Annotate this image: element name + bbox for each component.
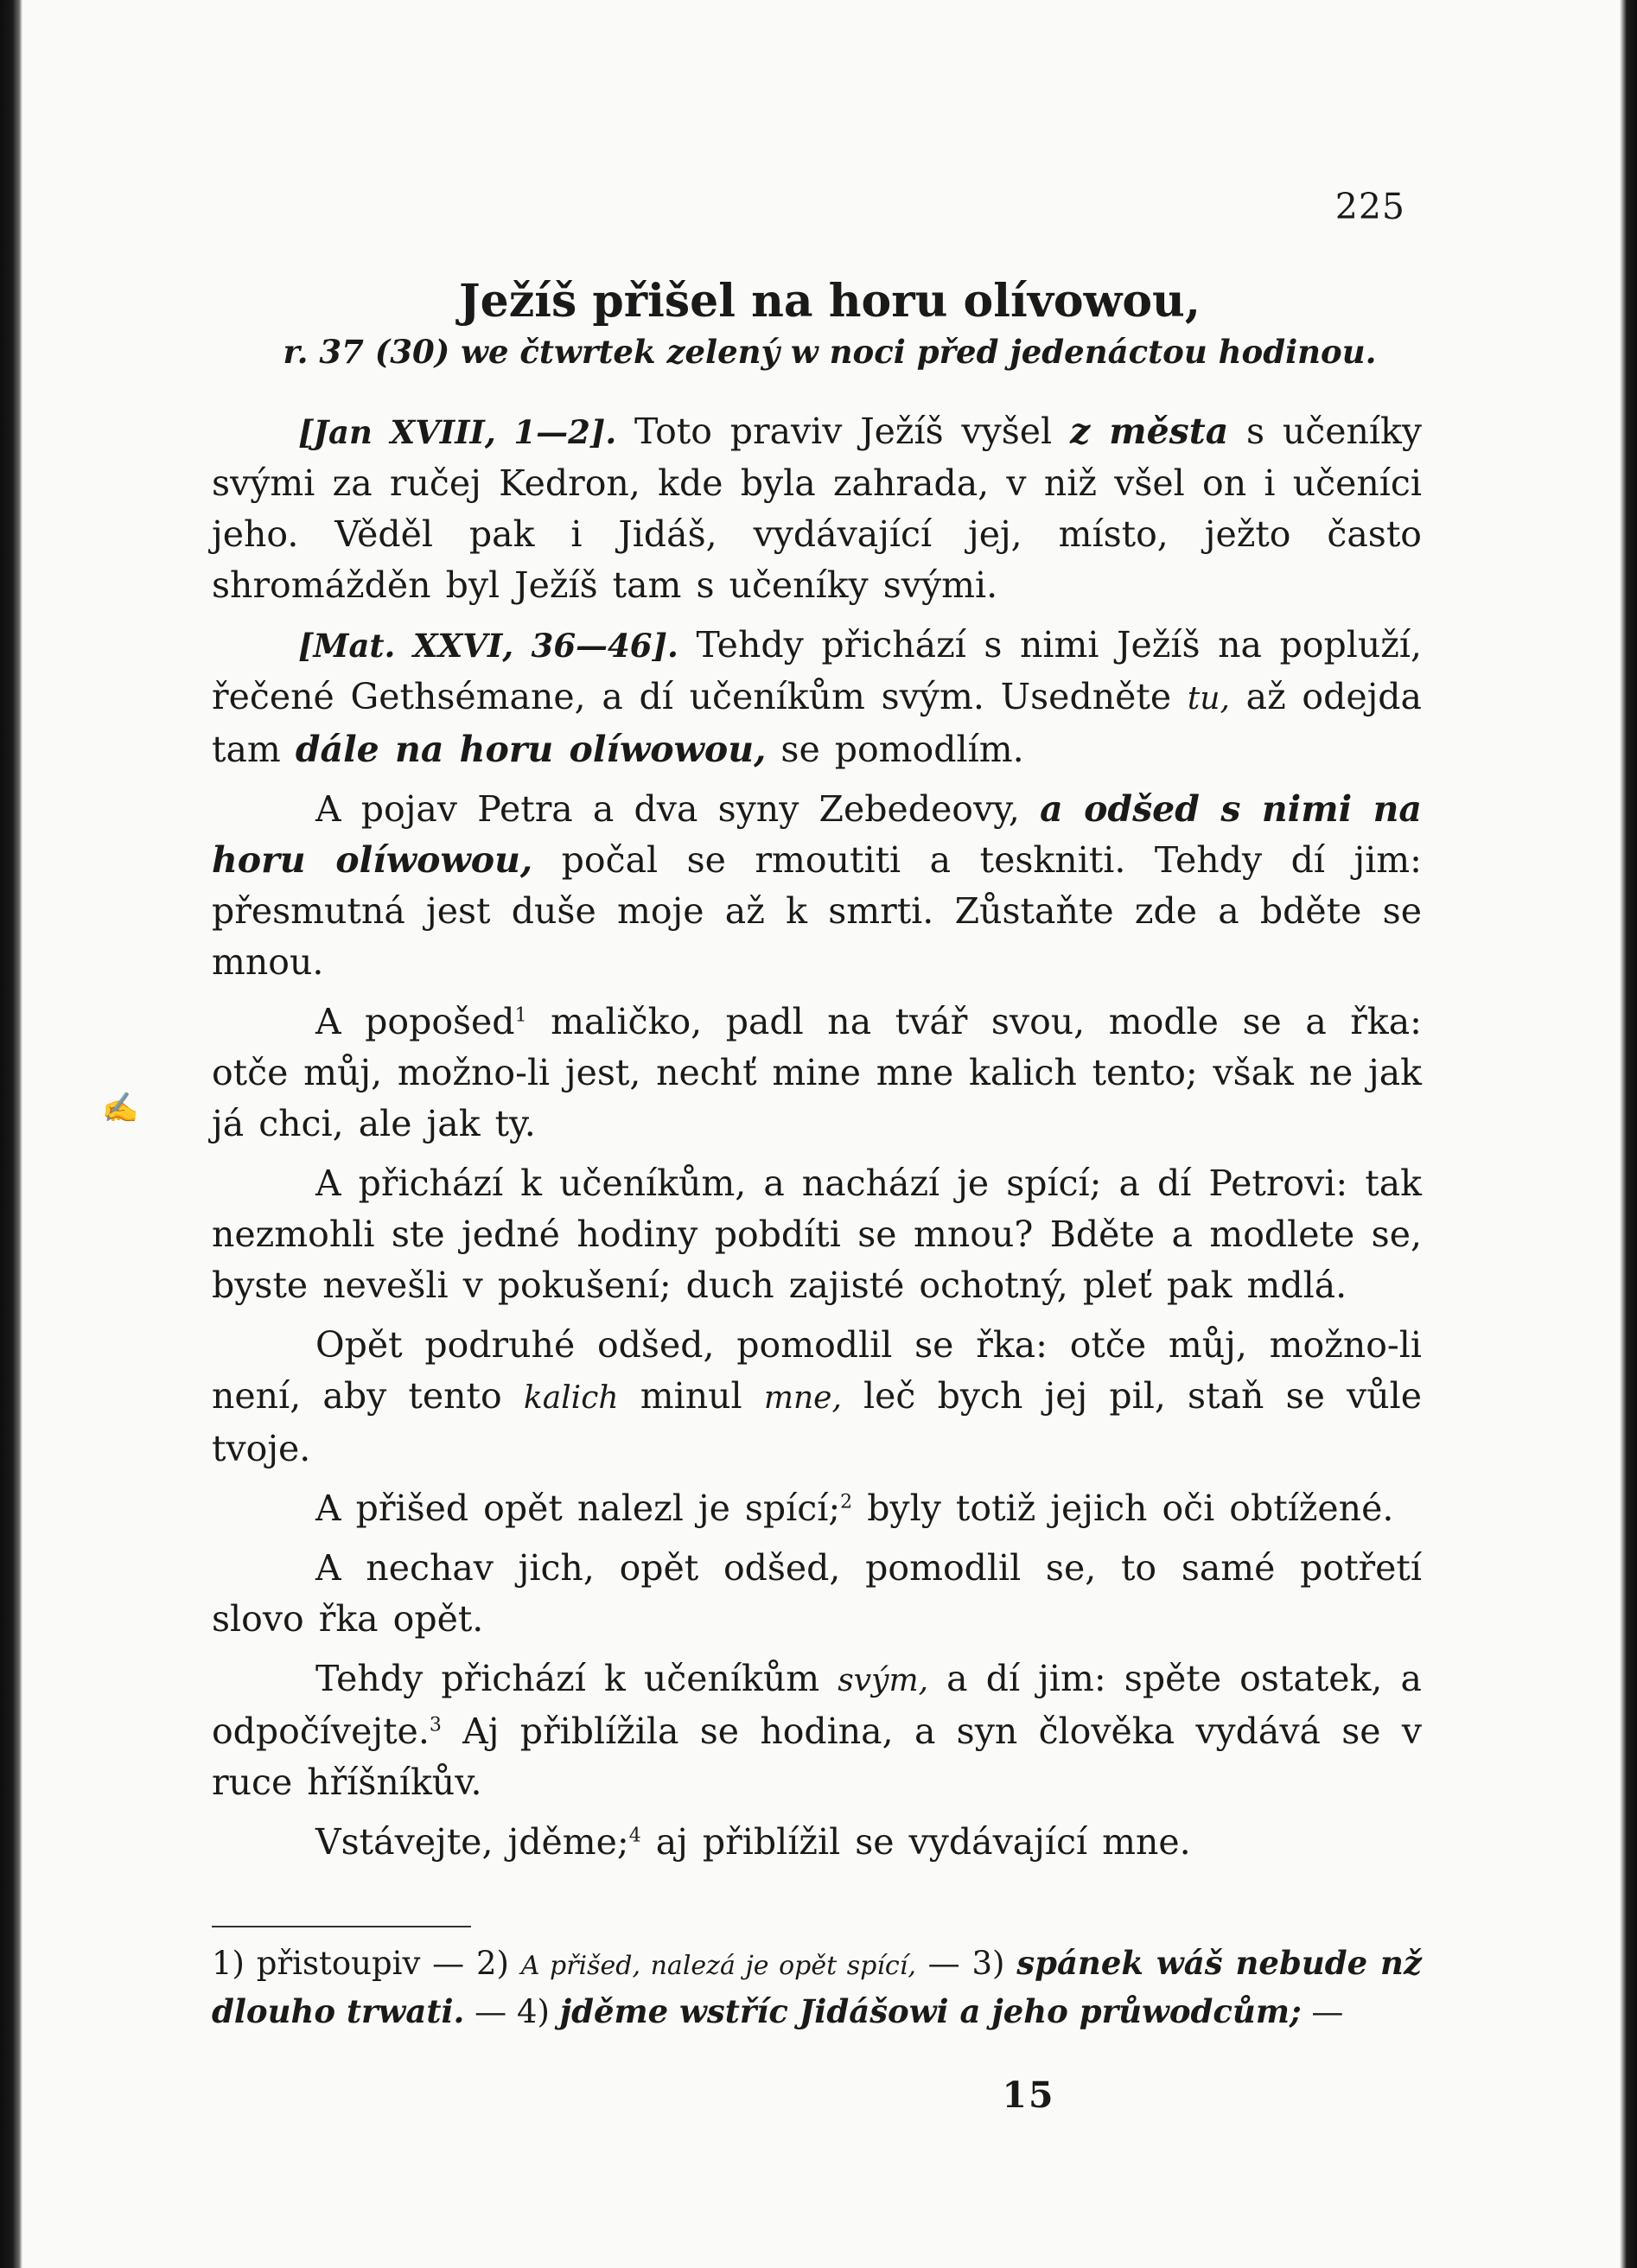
footnote-rule	[212, 1926, 471, 1927]
emphasis: z města	[1069, 411, 1229, 452]
emphasis: dále na horu olíwowou,	[295, 729, 767, 770]
footnote-4-number: 4)	[516, 1993, 560, 2030]
scan-edge-left	[0, 0, 22, 2268]
text-run: byly totiž jejich oči obtížené.	[852, 1488, 1394, 1529]
text-run: Tehdy přichází s nimi Ježíš na popluží, řečené Gethsémane, a dí učeníkům svým. Usedněte	[212, 624, 1422, 717]
emphasis: kalich	[523, 1380, 619, 1416]
text-run: Opět podruhé odšed, pomodlil se řka: otče můj, možno-li není, aby tento	[212, 1324, 1422, 1417]
paragraph-1	[212, 406, 1422, 611]
text-run: A přišed opět nalezl je spící;	[315, 1488, 841, 1529]
paragraph-7	[212, 1483, 1422, 1534]
scan-edge-right	[1620, 0, 1637, 2268]
signature-mark: 15	[1002, 2074, 1055, 2116]
footnote-marker: 3	[429, 1714, 442, 1736]
footnote-marker: 1	[514, 1004, 527, 1027]
footnotes	[212, 1940, 1422, 2035]
text-run: se pomodlím.	[766, 729, 1024, 770]
paragraph-8: A nechav jich, opět odšed, pomodlil se, to samé potřetí slovo řka opět.	[212, 1547, 1422, 1640]
footnote-3: spánek wáš nebude nž dlouho trwati.	[212, 1944, 1422, 2030]
text-run: maličko, padl na tvář svou, modle se a řka: otče můj, možno-li jest, nechť mine mne kalich tento; však ne jak já chci, ale jak ty.	[212, 1001, 1422, 1144]
footnote-2: A přišed, nalezá je opět spící,	[520, 1951, 916, 1981]
margin-mark: ✍	[102, 1091, 139, 1125]
footnote-separator: —	[1301, 1993, 1344, 2030]
footnote-2-number: 2)	[475, 1945, 521, 1982]
paragraph-4	[212, 997, 1422, 1150]
text-run: minul	[618, 1375, 764, 1417]
paragraph-3	[212, 784, 1422, 988]
emphasis: svým,	[838, 1663, 929, 1698]
scripture-reference: [Jan XVIII, 1—2].	[298, 413, 617, 451]
paragraph-10	[212, 1817, 1422, 1868]
page-number: 225	[1334, 186, 1405, 227]
text-run: A popošed	[315, 1001, 515, 1042]
emphasis: mne,	[763, 1380, 842, 1416]
text-run: Aj přiblížila se hodina, a syn člověka vydává se v ruce hříšníkův.	[212, 1711, 1422, 1803]
section-title: Ježíš přišel na horu olívowou,	[459, 275, 1201, 328]
text-run: a dí jim: spěte ostatek, a odpočívejte.	[212, 1658, 1423, 1752]
footnote-marker: 2	[840, 1491, 853, 1513]
text-run: Vstávejte, jděme;	[315, 1821, 629, 1863]
text-run: Tehdy přichází k učeníkům	[315, 1658, 838, 1699]
footnote-3-number: 3)	[971, 1945, 1017, 1982]
paragraph-9	[212, 1653, 1422, 1808]
emphasis: tu,	[1187, 681, 1230, 717]
footnote-1: 1) přistoupiv —	[212, 1945, 476, 1982]
text-run: aj přiblížil se vydávající mne.	[640, 1821, 1191, 1863]
footnote-marker: 4	[628, 1825, 641, 1847]
footnote-separator: —	[464, 1993, 517, 2030]
footnote-separator: —	[915, 1945, 972, 1982]
text-run: počal se rmoutiti a teskniti. Tehdy dí jim: přesmutná jest duše moje až k smrti. Zůstaňte zde a bděte se mnou.	[212, 839, 1422, 983]
text-run: s učeníky svými za ručej Kedron, kde byla zahrada, v niž všel on i učeníci jeho. Věděl pak i Jidáš, vydávající jej, místo, ježto často shromážděn byl Ježíš tam s učeníky svými.	[212, 411, 1422, 606]
section-subtitle: r. 37 (30) we čtwrtek zelený w noci před jedenáctou hodinou.	[283, 333, 1377, 371]
paragraph-6	[212, 1320, 1422, 1475]
text-run: A pojav Petra a dva syny Zebedeovy,	[315, 788, 1041, 830]
text-run: Toto praviv Ježíš vyšel	[616, 411, 1070, 452]
paragraph-5: A přichází k učeníkům, a nachází je spící; a dí Petrovi: tak nezmohli ste jedné hodiny pobdíti se mnou? Bděte a modlete se, byste nevešli v pokušení; duch zajisté ochotný, pleť pak mdlá.	[212, 1163, 1422, 1306]
text-run: leč bych jej pil, staň se vůle tvoje.	[212, 1375, 1422, 1469]
scripture-reference: [Mat. XXVI, 36—46].	[298, 627, 678, 665]
body-text	[212, 406, 1422, 1876]
paragraph-2	[212, 620, 1422, 775]
footnote-4: jděme wstříc Jidášowi a jeho průwodcům;	[559, 1992, 1302, 2030]
text-run: až odejda tam	[212, 676, 1422, 770]
emphasis: a odšed s nimi na horu olíwowou,	[212, 788, 1422, 881]
